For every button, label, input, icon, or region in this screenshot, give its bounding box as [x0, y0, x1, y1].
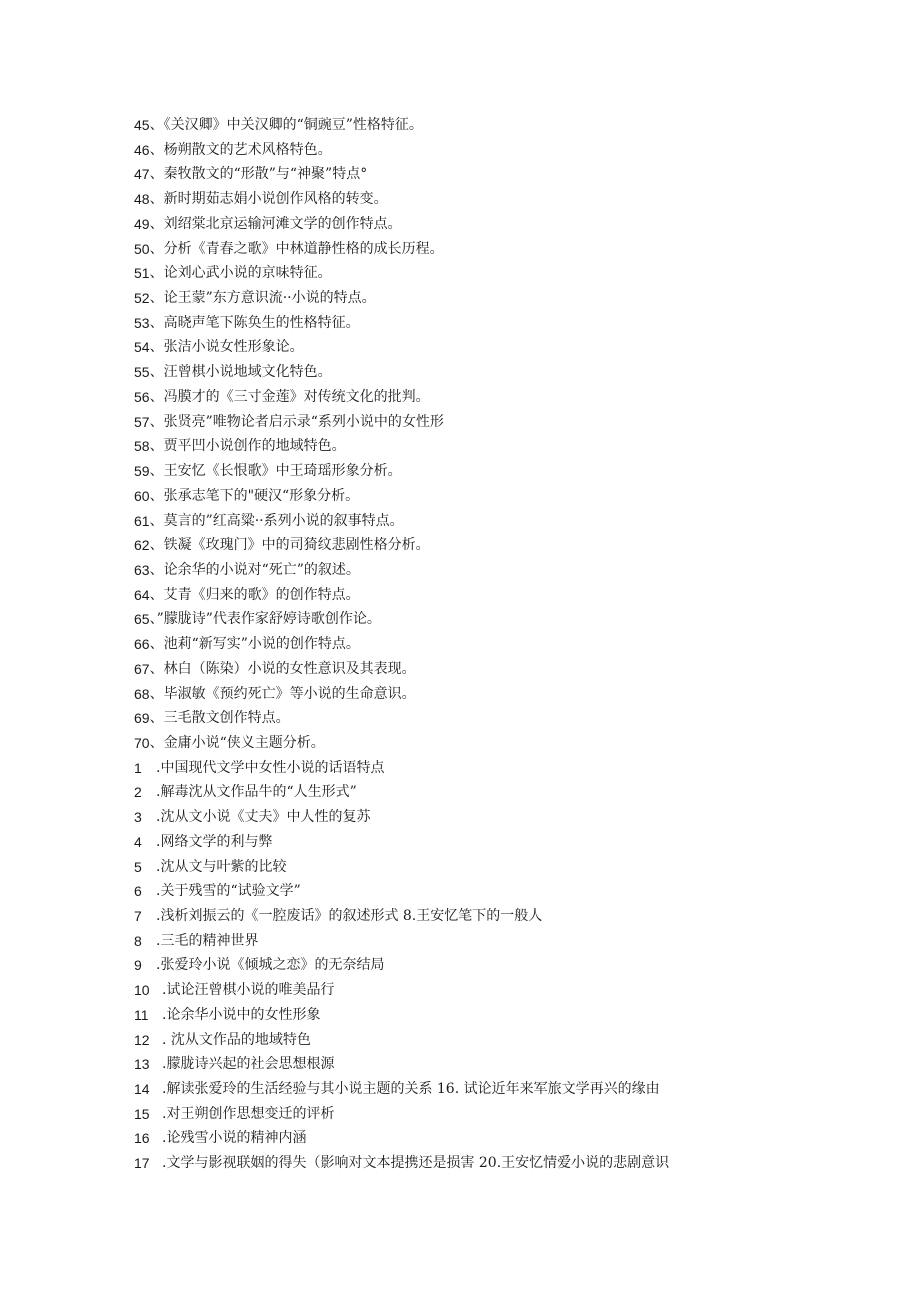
topic-text: 、毕淑敏《预约死亡》等小说的生命意识。	[149, 685, 416, 702]
topic-text: .论余华小说中的女性形象	[162, 1006, 321, 1023]
topic-item	[134, 1003, 854, 1028]
topic-text: 、刘绍棠北京运输河滩文学的创作特点。	[149, 215, 402, 232]
topic-number: 13	[134, 1056, 150, 1073]
topic-text: 、张贤亮”唯物论者启示录“系列小说中的女性形	[149, 413, 444, 430]
topic-text: .张爱玲小说《倾城之恋》的无奈结局	[156, 957, 385, 974]
topic-number: 54	[134, 339, 150, 356]
topic-text: 、三毛散文创作特点。	[149, 710, 290, 727]
topic-item	[134, 756, 854, 781]
topic-text: 、池莉“新写实”小说的创作特点。	[149, 636, 360, 653]
topic-number: 52	[134, 290, 150, 307]
topic-text: 、分析《青春之歌》中林道静性格的成长历程。	[149, 240, 444, 257]
topic-item	[134, 1151, 854, 1176]
topic-item	[134, 1102, 854, 1127]
topic-number: 57	[134, 413, 150, 430]
topic-number: 17	[134, 1155, 150, 1172]
topic-list	[134, 113, 854, 1176]
topic-text: .关于残雪的“试验文学”	[156, 883, 301, 900]
topic-item	[134, 780, 854, 805]
topic-text: .论残雪小说的精神内涵	[162, 1130, 307, 1147]
topic-text: .文学与影视联姻的得失（影响对文本提携还是损害 20.王安忆情爱小说的悲剧意识	[162, 1155, 670, 1172]
topic-number: 66	[134, 636, 150, 653]
topic-text: .三毛的精神世界	[156, 932, 259, 949]
topic-text: . 沈从文作品的地域特色	[162, 1031, 311, 1048]
topic-number: 62	[134, 537, 150, 554]
topic-text: .浅析刘振云的《一腔废话》的叙述形式 8.王安忆笔下的一般人	[156, 908, 543, 924]
topic-text: 、高晓声笔下陈奂生的性格特征。	[149, 314, 360, 331]
topic-item	[134, 855, 854, 880]
topic-text: 、金庸小说“侠义主题分析。	[149, 734, 325, 751]
topic-item	[134, 237, 854, 262]
topic-item	[134, 187, 854, 212]
topic-item	[134, 583, 854, 608]
topic-text: 、新时期茹志娟小说创作风格的转变。	[149, 191, 388, 208]
topic-text: .解毒沈从文作品牛的“人生形式”	[156, 784, 357, 801]
topic-number: 61	[134, 512, 150, 529]
topic-number: 10	[134, 982, 150, 999]
topic-number: 45	[134, 117, 150, 133]
topic-number: 53	[134, 314, 150, 331]
topic-number: 69	[134, 710, 150, 727]
topic-item	[134, 385, 854, 410]
topic-text: 、贾平凹小说创作的地域特色。	[149, 438, 346, 455]
topic-item	[134, 1126, 854, 1151]
topic-text: .解读张爱玲的生活经验与其小说主题的关系 16. 试论近年来军旅文学再兴的缘由	[162, 1081, 660, 1098]
topic-number: 8	[134, 932, 142, 949]
topic-number: 5	[134, 858, 142, 875]
topic-text: 、张承志笔下的"硬汉“形象分析。	[149, 487, 360, 504]
topic-item	[134, 632, 854, 657]
topic-text: .对王朔创作思想变迁的评析	[162, 1105, 335, 1122]
topic-item	[134, 533, 854, 558]
topic-item	[134, 434, 854, 459]
topic-item	[134, 1077, 854, 1102]
topic-number: 48	[134, 191, 150, 208]
topic-number: 14	[134, 1081, 150, 1098]
topic-number: 9	[134, 957, 142, 974]
topic-item	[134, 459, 854, 484]
topic-text: 、林白（陈染）小说的女性意识及其表现。	[149, 660, 416, 677]
topic-number: 65	[134, 611, 150, 628]
topic-item	[134, 360, 854, 385]
topic-text: .试论汪曾棋小说的唯美品行	[162, 982, 335, 999]
topic-item	[134, 138, 854, 163]
topic-text: 、秦牧散文的“形散”与“神聚”特点°	[149, 166, 368, 183]
topic-item	[134, 113, 854, 138]
topic-text: 、张洁小说女性形象论。	[149, 339, 304, 356]
topic-number: 49	[134, 215, 150, 232]
topic-item	[134, 1052, 854, 1077]
topic-text: .沈从文与叶紫的比较	[156, 858, 287, 875]
topic-text: 、艾青《归来的歌》的创作特点。	[149, 586, 360, 603]
topic-text: .中国现代文学中女性小说的话语特点	[156, 759, 385, 776]
topic-item	[134, 830, 854, 855]
topic-number: 6	[134, 883, 142, 900]
topic-text: 、”朦胧诗”代表作家舒婷诗歌创作论。	[149, 611, 381, 628]
topic-item	[134, 904, 854, 929]
topic-number: 11	[134, 1006, 149, 1023]
topic-number: 2	[134, 784, 142, 801]
topic-item	[134, 212, 854, 237]
topic-text: 、杨朔散文的艺术风格特色。	[149, 141, 332, 158]
topic-item	[134, 879, 854, 904]
topic-number: 16	[134, 1130, 150, 1147]
topic-item	[134, 731, 854, 756]
topic-item	[134, 311, 854, 336]
topic-text: 、汪曾棋小说地域文化特色。	[149, 364, 332, 381]
topic-text: .沈从文小说《丈夫》中人性的复苏	[156, 809, 371, 826]
topic-item	[134, 706, 854, 731]
topic-number: 46	[134, 141, 150, 158]
topic-number: 15	[134, 1105, 150, 1122]
topic-number: 50	[134, 240, 150, 257]
topic-item	[134, 805, 854, 830]
topic-item	[134, 261, 854, 286]
topic-number: 3	[134, 809, 142, 826]
topic-item	[134, 558, 854, 583]
topic-text: 、《关汉卿》中关汉卿的“铜豌豆”性格特征。	[149, 117, 423, 133]
topic-item	[134, 607, 854, 632]
topic-text: 、铁凝《玫瑰门》中的司猗纹悲剧性格分析。	[149, 537, 430, 554]
topic-item	[134, 335, 854, 360]
topic-text: 、论余华的小说对“死亡”的叙述。	[149, 561, 360, 578]
topic-item	[134, 286, 854, 311]
topic-text: .朦胧诗兴起的社会思想根源	[162, 1056, 335, 1073]
topic-number: 55	[134, 364, 150, 381]
topic-item	[134, 1028, 854, 1053]
topic-text: 、论王蒙”东方意识流··小说的特点。	[149, 290, 376, 307]
topic-number: 63	[134, 561, 150, 578]
topic-number: 59	[134, 463, 150, 480]
topic-number: 56	[134, 388, 150, 405]
topic-item	[134, 162, 854, 187]
topic-number: 4	[134, 833, 142, 850]
topic-text: 、王安忆《长恨歌》中王琦瑶形象分析。	[149, 463, 402, 480]
topic-item	[134, 978, 854, 1003]
topic-text: 、论刘心武小说的京味特征。	[149, 265, 332, 282]
topic-number: 67	[134, 660, 150, 677]
topic-item	[134, 682, 854, 707]
topic-item	[134, 484, 854, 509]
topic-number: 64	[134, 586, 150, 603]
topic-number: 47	[134, 166, 150, 183]
topic-item	[134, 929, 854, 954]
topic-text: 、莫言的”红高粱··系列小说的叙事特点。	[149, 512, 404, 529]
topic-text: .网络文学的利与弊	[156, 833, 273, 850]
topic-number: 12	[134, 1031, 150, 1048]
topic-number: 68	[134, 685, 150, 702]
topic-item	[134, 509, 854, 534]
topic-number: 1	[134, 759, 142, 776]
topic-text: 、冯膜才的《三寸金莲》对传统文化的批判。	[149, 388, 430, 405]
topic-number: 58	[134, 438, 150, 455]
topic-number: 51	[134, 265, 150, 282]
topic-item	[134, 953, 854, 978]
topic-item	[134, 410, 854, 435]
topic-number: 70	[134, 734, 150, 751]
topic-number: 60	[134, 487, 150, 504]
topic-item	[134, 657, 854, 682]
topic-number: 7	[134, 908, 142, 924]
